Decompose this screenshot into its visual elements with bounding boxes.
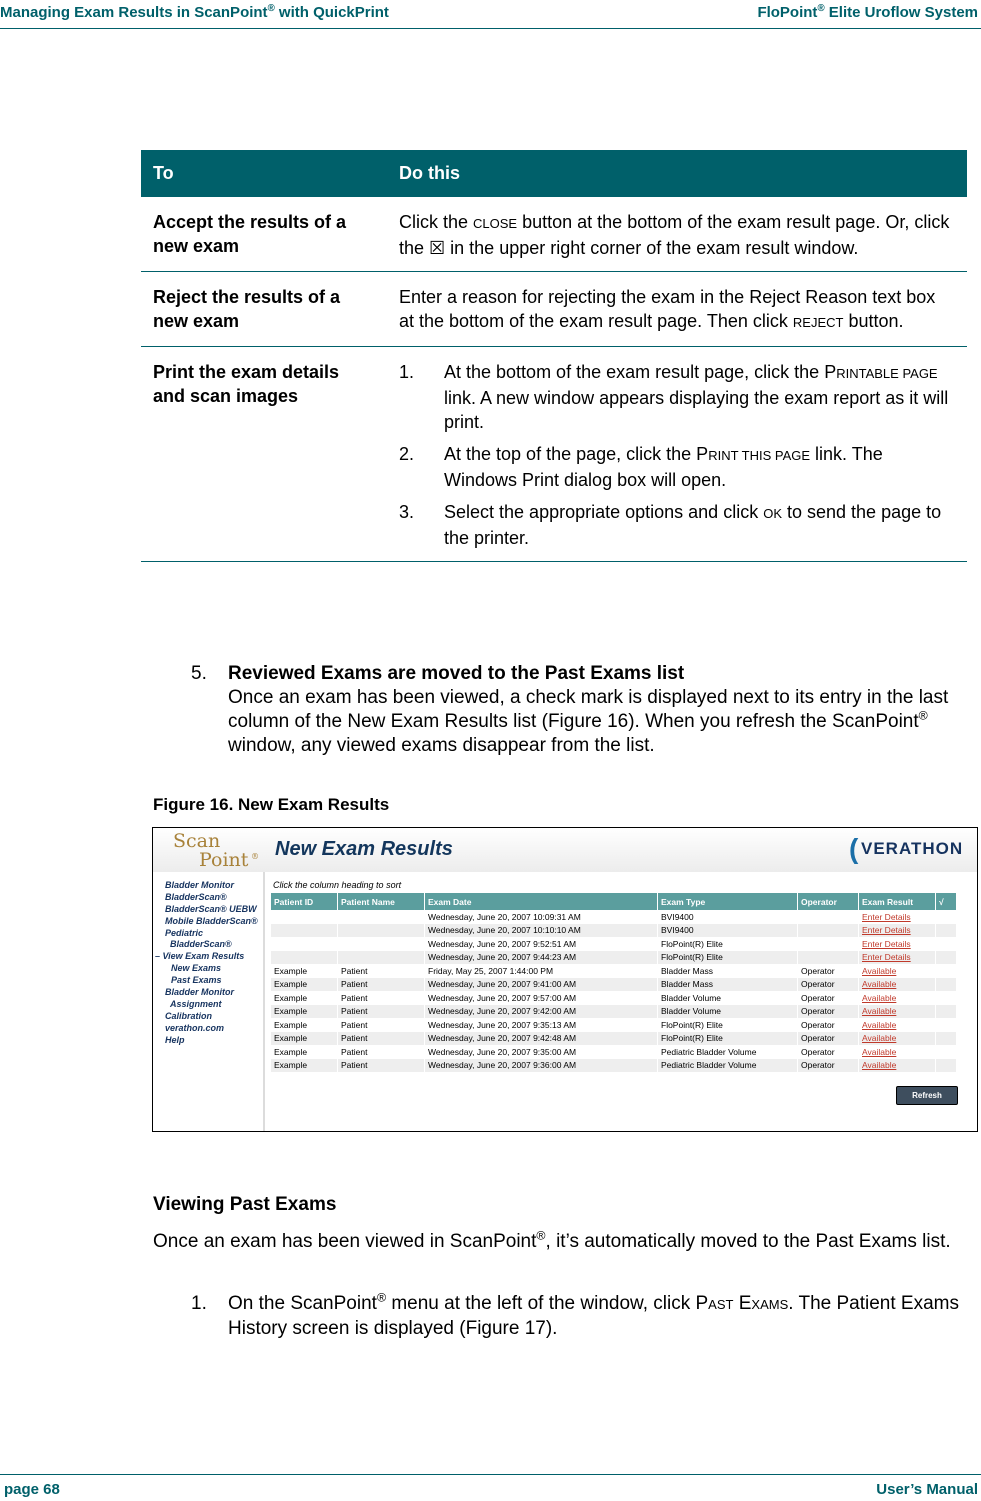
grid-cell: [936, 1005, 957, 1019]
grid-cell: [271, 910, 338, 924]
grid-cell: FloPoint(R) Elite: [658, 937, 798, 951]
menu-item-pediatric-bladderscan[interactable]: BladderScan®: [170, 939, 232, 949]
grid-cell: Patient: [338, 1005, 425, 1019]
grid-cell: [338, 951, 425, 965]
menu-item-mobile-bladderscan[interactable]: Mobile BladderScan®: [165, 916, 258, 926]
grid-cell: [936, 937, 957, 951]
grid-cell: Operator: [798, 1045, 859, 1059]
grid-cell: Example: [271, 964, 338, 978]
grid-cell: FloPoint(R) Elite: [658, 951, 798, 965]
step-5-text: Once an exam has been viewed, a check mark is displayed next to its entry in the last column of the New Exam Results list (Figure 16). When you refresh the ScanPoint® window, any viewed exams disappear from the list.: [228, 687, 949, 756]
menu-item-bladderscan-uebw[interactable]: BladderScan® UEBW: [165, 904, 257, 914]
grid-cell: Bladder Mass: [658, 964, 798, 978]
step-5: 5. Reviewed Exams are moved to the Past Exams list Once an exam has been viewed, a check mark is displayed next to its entry in the last column of the New Exam Results list (Figure 16). When you refresh the ScanPoint® window, any viewed exams disappear from the list.: [191, 662, 971, 758]
menu-item-calibration[interactable]: Calibration: [165, 1011, 213, 1021]
grid-cell: Patient: [338, 1032, 425, 1046]
table-row: [271, 1045, 957, 1059]
table-row: [271, 910, 957, 924]
grid-cell: Wednesday, June 20, 2007 9:42:48 AM: [425, 1032, 658, 1046]
row-to: Accept the results of a new exam: [141, 197, 387, 272]
menu-item-pediatric[interactable]: Pediatric: [165, 928, 204, 938]
grid-cell: Wednesday, June 20, 2007 9:57:00 AM: [425, 991, 658, 1005]
grid-cell: [936, 951, 957, 965]
section-title: Viewing Past Exams: [153, 1194, 337, 1215]
grid-cell: Operator: [798, 1005, 859, 1019]
table-row: [271, 1005, 957, 1019]
grid-cell: Wednesday, June 20, 2007 9:52:51 AM: [425, 937, 658, 951]
grid-cell: Wednesday, June 20, 2007 10:09:31 AM: [425, 910, 658, 924]
col-patient-id[interactable]: Patient ID: [271, 893, 338, 910]
row-to: Print the exam details and scan images: [141, 347, 387, 562]
menu-item-bladder-monitor[interactable]: Bladder Monitor: [165, 880, 234, 890]
grid-cell: Bladder Mass: [658, 978, 798, 992]
table-header-row: [141, 150, 967, 197]
grid-cell: [936, 910, 957, 924]
table-row: [271, 924, 957, 938]
grid-cell: [936, 1045, 957, 1059]
grid-cell: Operator: [798, 991, 859, 1005]
grid-cell: Example: [271, 1059, 338, 1073]
figure-screenshot: [152, 827, 978, 1132]
table-row: [271, 1032, 957, 1046]
grid-cell: FloPoint(R) Elite: [658, 1018, 798, 1032]
exam-result-link[interactable]: Available: [859, 1059, 936, 1073]
menu-item-new-exams[interactable]: New Exams: [171, 963, 222, 973]
grid-cell: Operator: [798, 1059, 859, 1073]
grid-cell: Patient: [338, 991, 425, 1005]
menu-item-view-exam-results[interactable]: – View Exam Results: [155, 951, 245, 961]
app-header: Scan Point ® New Exam Results ( VERATHON: [153, 828, 977, 872]
grid-cell: Example: [271, 978, 338, 992]
grid-cell: [936, 1059, 957, 1073]
exam-result-link[interactable]: Available: [859, 1032, 936, 1046]
refresh-button[interactable]: Refresh: [896, 1086, 958, 1105]
grid-cell: [338, 924, 425, 938]
grid-cell: BVI9400: [658, 924, 798, 938]
figure-caption: Figure 16. New Exam Results: [153, 795, 390, 814]
col-patient-name[interactable]: Patient Name: [338, 893, 425, 910]
menu-item-past-exams[interactable]: Past Exams: [171, 975, 222, 985]
grid-cell: Operator: [798, 1018, 859, 1032]
row-do-this: Click the CLOSE button at the bottom of the exam result page. Or, click the ☒ in the upper right corner of the exam result window.: [387, 197, 967, 272]
row-to: Reject the results of a new exam: [141, 272, 387, 347]
verathon-mark-icon: (: [849, 833, 859, 864]
grid-cell: [798, 924, 859, 938]
table-row: [271, 991, 957, 1005]
col-exam-type[interactable]: Exam Type: [658, 893, 798, 910]
table-row: [271, 937, 957, 951]
grid-cell: Example: [271, 1045, 338, 1059]
exam-result-link[interactable]: Enter Details: [859, 937, 936, 951]
grid-cell: [936, 978, 957, 992]
grid-cell: Bladder Volume: [658, 1005, 798, 1019]
exam-result-link[interactable]: Enter Details: [859, 924, 936, 938]
table-row: [271, 978, 957, 992]
list-item: 1. At the bottom of the exam result page, click the PRINTABLE PAGE link. A new window appears displaying the exam report as it will print.: [399, 362, 949, 432]
list-item: 2. At the top of the page, click the PRINT THIS PAGE link. The Windows Print dialog box will open.: [399, 444, 883, 490]
grid-cell: [798, 951, 859, 965]
print-steps-list: [399, 360, 955, 550]
grid-cell: Operator: [798, 1032, 859, 1046]
exam-result-link[interactable]: Available: [859, 991, 936, 1005]
sort-hint: Click the column heading to sort: [273, 880, 402, 890]
grid-cell: Operator: [798, 978, 859, 992]
menu-item-assignment[interactable]: Assignment: [170, 999, 222, 1009]
grid-cell: Patient: [338, 1018, 425, 1032]
grid-cell: [936, 991, 957, 1005]
grid-cell: Wednesday, June 20, 2007 9:35:00 AM: [425, 1045, 658, 1059]
scanpoint-logo: Scan Point ®: [173, 830, 259, 871]
grid-cell: Wednesday, June 20, 2007 9:42:00 AM: [425, 1005, 658, 1019]
row-do-this: Enter a reason for rejecting the exam in the Reject Reason text box at the bottom of the exam result page. Then click REJECT button.: [387, 272, 967, 347]
menu-item-bladderscan[interactable]: BladderScan®: [165, 892, 227, 902]
grid-cell: Wednesday, June 20, 2007 9:35:13 AM: [425, 1018, 658, 1032]
list-item: 3. Select the appropriate options and click OK to send the page to the printer.: [399, 502, 942, 548]
grid-cell: BVI9400: [658, 910, 798, 924]
grid-header-row: [271, 893, 957, 910]
exam-result-link[interactable]: Available: [859, 978, 936, 992]
grid-cell: Patient: [338, 964, 425, 978]
menu-divider: [263, 872, 265, 1131]
grid-cell: Example: [271, 1005, 338, 1019]
grid-cell: [798, 937, 859, 951]
grid-cell: Wednesday, June 20, 2007 9:44:23 AM: [425, 951, 658, 965]
page-number: page 68: [4, 1481, 60, 1498]
grid-cell: Pediatric Bladder Volume: [658, 1045, 798, 1059]
scanpoint-menu: [153, 872, 263, 1131]
menu-item-verathon-com[interactable]: verathon.com: [165, 1023, 225, 1033]
exam-result-link[interactable]: Enter Details: [859, 910, 936, 924]
grid-cell: [271, 937, 338, 951]
exam-results-table: [271, 893, 957, 1072]
grid-cell: [936, 1032, 957, 1046]
grid-cell: [798, 910, 859, 924]
exam-result-link[interactable]: Available: [859, 1005, 936, 1019]
col-operator[interactable]: Operator: [798, 893, 859, 910]
exam-result-link[interactable]: Available: [859, 1045, 936, 1059]
running-header-left: Managing Exam Results in ScanPoint® with QuickPrint: [0, 3, 389, 21]
grid-cell: Patient: [338, 1059, 425, 1073]
exam-result-link[interactable]: Enter Details: [859, 951, 936, 965]
grid-cell: FloPoint(R) Elite: [658, 1032, 798, 1046]
grid-cell: Example: [271, 1018, 338, 1032]
table-row: [141, 272, 967, 347]
grid-cell: [936, 1018, 957, 1032]
table-row: [271, 964, 957, 978]
manual-title: User’s Manual: [876, 1481, 978, 1498]
grid-cell: Wednesday, June 20, 2007 9:36:00 AM: [425, 1059, 658, 1073]
col-header-do-this: Do this: [387, 150, 967, 197]
grid-cell: Bladder Volume: [658, 991, 798, 1005]
exam-result-link[interactable]: Available: [859, 1018, 936, 1032]
col-header-to: To: [141, 150, 387, 197]
footer-rule: [0, 1474, 981, 1475]
section-step-1: 1. On the ScanPoint® menu at the left of the window, click PAST EXAMS. The Patient Exams History screen is displayed (Figure 17).: [191, 1290, 959, 1339]
grid-cell: Wednesday, June 20, 2007 10:10:10 AM: [425, 924, 658, 938]
menu-item-bladder-monitor-2[interactable]: Bladder Monitor: [165, 987, 234, 997]
grid-cell: Pediatric Bladder Volume: [658, 1059, 798, 1073]
section-paragraph: Once an exam has been viewed in ScanPoint®, it’s automatically moved to the Past Exams list.: [153, 1228, 951, 1252]
grid-cell: Wednesday, June 20, 2007 9:41:00 AM: [425, 978, 658, 992]
col-exam-result[interactable]: Exam Result: [859, 893, 936, 910]
grid-cell: [936, 924, 957, 938]
grid-cell: Operator: [798, 964, 859, 978]
table-row: [141, 347, 967, 562]
table-row: [271, 951, 957, 965]
table-row: [271, 1059, 957, 1073]
exam-result-link[interactable]: Available: [859, 964, 936, 978]
menu-item-help[interactable]: Help: [165, 1035, 185, 1045]
table-row: [271, 1018, 957, 1032]
header-rule: [0, 28, 981, 29]
step-5-title: Reviewed Exams are moved to the Past Exams list: [228, 663, 685, 684]
grid-cell: Example: [271, 991, 338, 1005]
grid-cell: [338, 937, 425, 951]
col-check[interactable]: √: [936, 893, 957, 910]
running-header-right: FloPoint® Elite Uroflow System: [757, 3, 978, 21]
grid-cell: Patient: [338, 978, 425, 992]
grid-cell: Example: [271, 1032, 338, 1046]
grid-cell: [936, 964, 957, 978]
row-do-this: [387, 347, 967, 562]
grid-cell: [338, 910, 425, 924]
grid-cell: Friday, May 25, 2007 1:44:00 PM: [425, 964, 658, 978]
instruction-table: [141, 150, 967, 562]
grid-cell: Patient: [338, 1045, 425, 1059]
grid-cell: [271, 951, 338, 965]
col-exam-date[interactable]: Exam Date: [425, 893, 658, 910]
app-page-title: New Exam Results: [275, 838, 453, 860]
grid-cell: [271, 924, 338, 938]
table-row: [141, 197, 967, 272]
